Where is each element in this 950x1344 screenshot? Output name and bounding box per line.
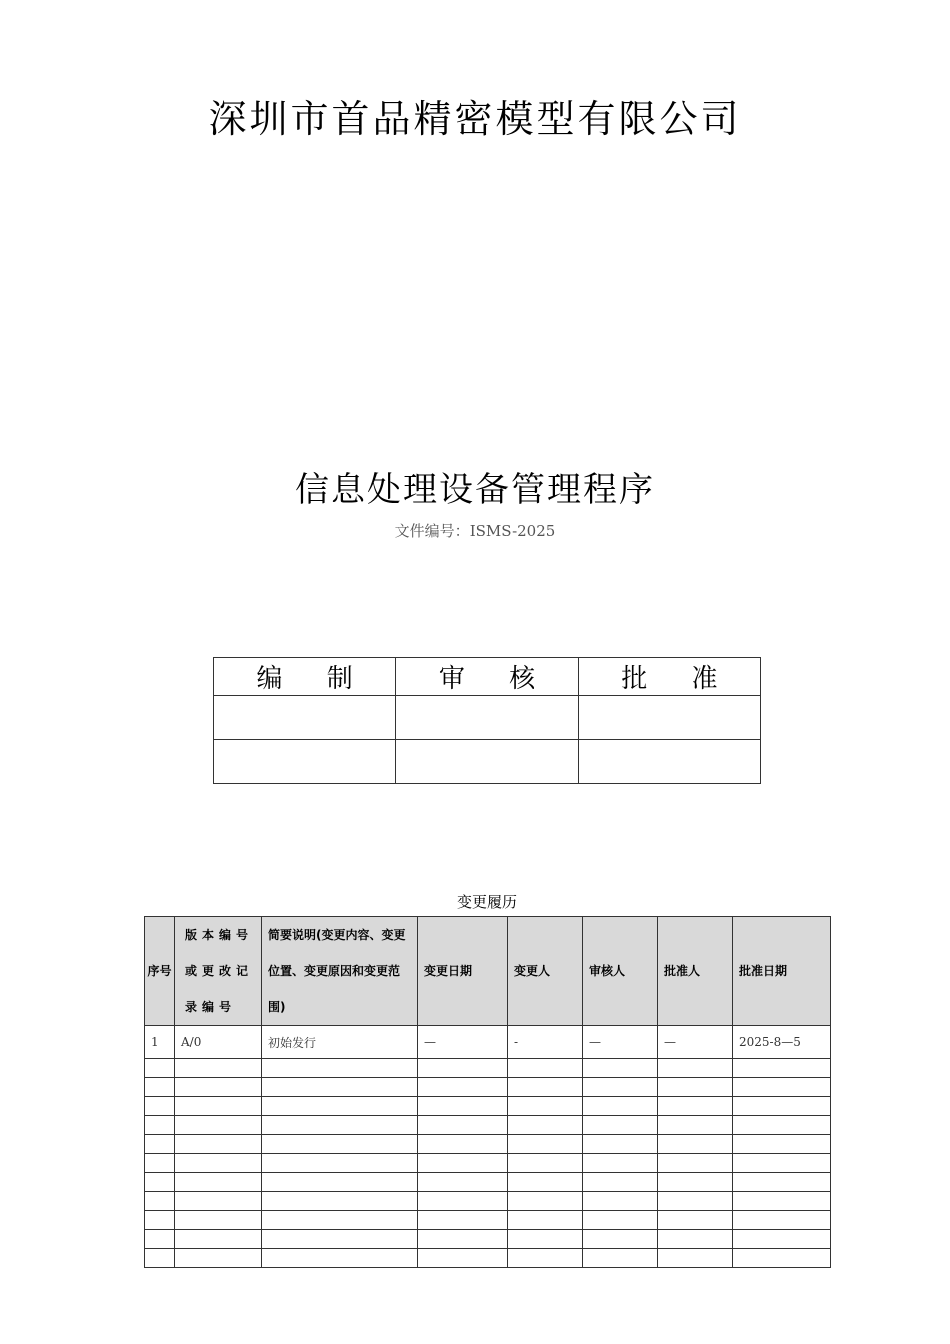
empty-cell <box>145 1097 175 1116</box>
empty-cell <box>262 1249 418 1268</box>
approval-table <box>213 657 761 784</box>
empty-cell <box>145 1078 175 1097</box>
empty-cell <box>658 1230 733 1249</box>
empty-cell <box>508 1230 583 1249</box>
table-row <box>145 1026 831 1059</box>
approval-header-compile: 编 制 <box>214 658 396 696</box>
table-row <box>145 1135 831 1154</box>
empty-cell <box>658 1192 733 1211</box>
empty-cell <box>145 1249 175 1268</box>
approval-cell <box>396 696 578 740</box>
empty-cell <box>583 1059 658 1078</box>
header-summary: 简要说明(变更内容、变更位置、变更原因和变更范围) <box>262 917 418 1026</box>
empty-cell <box>175 1154 262 1173</box>
empty-cell <box>583 1173 658 1192</box>
header-changer: 变更人 <box>508 917 583 1026</box>
empty-cell <box>583 1097 658 1116</box>
document-number-value: ISMS-2025 <box>469 522 556 540</box>
empty-cell <box>583 1249 658 1268</box>
empty-cell <box>733 1211 831 1230</box>
empty-cell <box>583 1078 658 1097</box>
empty-cell <box>175 1097 262 1116</box>
empty-cell <box>733 1173 831 1192</box>
empty-cell <box>508 1135 583 1154</box>
empty-cell <box>418 1249 508 1268</box>
empty-cell <box>508 1211 583 1230</box>
table-row <box>145 1078 831 1097</box>
table-row <box>145 1211 831 1230</box>
empty-cell <box>658 1211 733 1230</box>
cell-version: A/0 <box>175 1026 262 1059</box>
empty-cell <box>262 1211 418 1230</box>
cell-approve-date: 2025-8—5 <box>733 1026 831 1059</box>
empty-cell <box>145 1192 175 1211</box>
empty-cell <box>583 1135 658 1154</box>
empty-cell <box>733 1192 831 1211</box>
table-row <box>145 1230 831 1249</box>
table-row <box>145 1059 831 1078</box>
empty-cell <box>733 1230 831 1249</box>
approval-row <box>214 740 761 784</box>
change-history-table <box>144 916 831 1268</box>
empty-cell <box>175 1230 262 1249</box>
empty-cell <box>658 1249 733 1268</box>
approval-row <box>214 696 761 740</box>
cell-approver: — <box>658 1026 733 1059</box>
empty-cell <box>583 1116 658 1135</box>
cell-changer: - <box>508 1026 583 1059</box>
empty-cell <box>508 1059 583 1078</box>
empty-cell <box>145 1116 175 1135</box>
empty-cell <box>733 1097 831 1116</box>
empty-cell <box>508 1192 583 1211</box>
empty-cell <box>145 1154 175 1173</box>
empty-cell <box>508 1078 583 1097</box>
empty-cell <box>262 1192 418 1211</box>
empty-cell <box>733 1135 831 1154</box>
empty-cell <box>583 1230 658 1249</box>
empty-cell <box>175 1173 262 1192</box>
approval-header-row <box>214 658 761 696</box>
empty-cell <box>418 1078 508 1097</box>
empty-cell <box>583 1192 658 1211</box>
document-title: 信息处理设备管理程序 <box>295 470 655 510</box>
empty-cell <box>418 1154 508 1173</box>
empty-cell <box>658 1135 733 1154</box>
empty-cell <box>418 1116 508 1135</box>
empty-cell <box>262 1154 418 1173</box>
empty-cell <box>175 1116 262 1135</box>
empty-cell <box>418 1192 508 1211</box>
table-row <box>145 1116 831 1135</box>
empty-cell <box>658 1154 733 1173</box>
empty-cell <box>145 1135 175 1154</box>
empty-cell <box>262 1116 418 1135</box>
empty-cell <box>262 1173 418 1192</box>
header-seq: 序号 <box>145 917 175 1026</box>
empty-cell <box>733 1249 831 1268</box>
empty-cell <box>175 1249 262 1268</box>
document-number <box>0 520 950 541</box>
empty-cell <box>175 1135 262 1154</box>
cell-summary: 初始发行 <box>262 1026 418 1059</box>
empty-cell <box>508 1173 583 1192</box>
table-row <box>145 1249 831 1268</box>
header-change-date: 变更日期 <box>418 917 508 1026</box>
cell-change-date: — <box>418 1026 508 1059</box>
empty-cell <box>658 1116 733 1135</box>
empty-cell <box>508 1249 583 1268</box>
header-approve-date: 批准日期 <box>733 917 831 1026</box>
empty-cell <box>508 1154 583 1173</box>
empty-cell <box>145 1059 175 1078</box>
change-history-header-row <box>145 917 831 1026</box>
empty-cell <box>658 1097 733 1116</box>
empty-cell <box>418 1211 508 1230</box>
cell-seq: 1 <box>145 1026 175 1059</box>
empty-cell <box>733 1059 831 1078</box>
table-row <box>145 1173 831 1192</box>
empty-cell <box>583 1154 658 1173</box>
company-name: 深圳市首品精密模型有限公司 <box>208 97 742 141</box>
empty-cell <box>262 1135 418 1154</box>
approval-cell <box>396 740 578 784</box>
cell-reviewer: — <box>583 1026 658 1059</box>
empty-cell <box>145 1230 175 1249</box>
empty-cell <box>418 1059 508 1078</box>
empty-cell <box>508 1116 583 1135</box>
approval-header-approve: 批 准 <box>578 658 760 696</box>
header-version: 版本编号或更改记录编号 <box>175 917 262 1026</box>
empty-cell <box>145 1173 175 1192</box>
empty-cell <box>508 1097 583 1116</box>
document-number-label: 文件编号： <box>394 522 470 540</box>
empty-cell <box>418 1173 508 1192</box>
approval-cell <box>578 696 760 740</box>
empty-cell <box>733 1154 831 1173</box>
approval-cell <box>214 696 396 740</box>
header-reviewer: 审核人 <box>583 917 658 1026</box>
empty-cell <box>175 1211 262 1230</box>
empty-cell <box>262 1059 418 1078</box>
approval-cell <box>214 740 396 784</box>
empty-cell <box>145 1211 175 1230</box>
empty-cell <box>262 1230 418 1249</box>
empty-cell <box>175 1078 262 1097</box>
empty-cell <box>175 1192 262 1211</box>
empty-cell <box>658 1078 733 1097</box>
empty-cell <box>658 1173 733 1192</box>
approval-cell <box>578 740 760 784</box>
table-row <box>145 1097 831 1116</box>
table-row <box>145 1154 831 1173</box>
table-row <box>145 1192 831 1211</box>
approval-header-review: 审 核 <box>396 658 578 696</box>
empty-cell <box>418 1097 508 1116</box>
empty-cell <box>418 1135 508 1154</box>
empty-cell <box>175 1059 262 1078</box>
empty-cell <box>418 1230 508 1249</box>
empty-cell <box>262 1078 418 1097</box>
empty-cell <box>262 1097 418 1116</box>
empty-cell <box>733 1116 831 1135</box>
empty-cell <box>658 1059 733 1078</box>
empty-cell <box>583 1211 658 1230</box>
change-history-caption: 变更履历 <box>456 893 517 911</box>
empty-cell <box>733 1078 831 1097</box>
header-approver: 批准人 <box>658 917 733 1026</box>
